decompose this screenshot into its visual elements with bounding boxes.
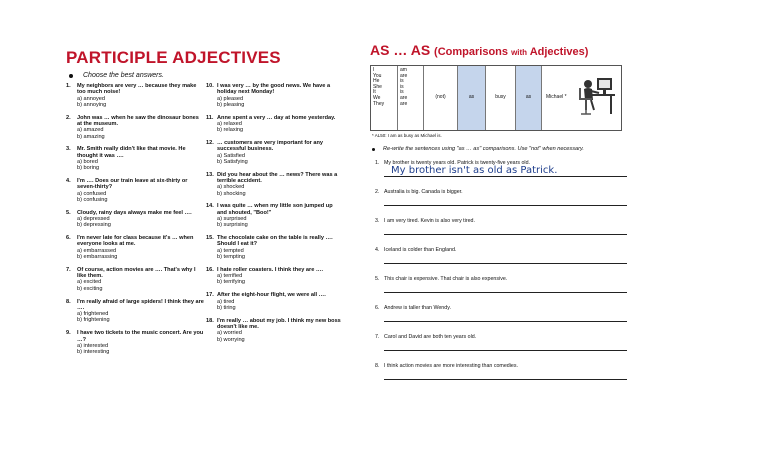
question-body xyxy=(77,146,204,171)
answer-option-b[interactable]: b) terrifying xyxy=(217,279,245,286)
participle-instruction xyxy=(69,72,342,79)
answer-option-b[interactable]: b) amazing xyxy=(77,133,105,140)
question-number: 11. xyxy=(206,114,214,121)
question-grid xyxy=(66,83,342,362)
question-item xyxy=(66,115,204,140)
question-body xyxy=(217,267,344,286)
as-cell-2-text: as xyxy=(525,94,532,101)
question-body xyxy=(217,172,344,197)
answer-line[interactable] xyxy=(384,253,627,264)
question-body xyxy=(77,235,204,260)
as-as-title-main: AS … AS xyxy=(370,42,431,58)
answer-option-a[interactable]: a) worried xyxy=(217,330,242,337)
question-item xyxy=(66,267,204,292)
exercise-number: 7. xyxy=(375,334,380,340)
verb-label: is xyxy=(400,83,404,90)
pronoun-label: He xyxy=(373,78,380,85)
answer-option-b[interactable]: b) confusing xyxy=(77,196,108,203)
as-as-title-with: with xyxy=(511,48,528,57)
answer-option-b[interactable]: b) frightening xyxy=(77,317,110,324)
answer-option-a[interactable]: a) depressed xyxy=(77,216,110,223)
question-stem: Anne spent a very … day at home yesterday. xyxy=(217,114,336,121)
not-cell-text: (not) xyxy=(435,94,446,101)
as-cell-1-text: as xyxy=(468,94,475,101)
exercise-item xyxy=(375,247,632,264)
exercise-prompt-text: I am very tired. Kevin is also very tired. xyxy=(384,218,475,224)
verb-label: are xyxy=(400,94,408,101)
question-item xyxy=(206,292,344,311)
question-number: 18. xyxy=(206,317,214,324)
exercise-item xyxy=(375,160,632,177)
answer-option-b[interactable]: b) exciting xyxy=(77,285,103,292)
answer-option-a[interactable]: a) terrified xyxy=(217,273,243,280)
question-number: 6. xyxy=(66,235,71,242)
exercise-prompt-text: This chair is expensive. That chair is also expensive. xyxy=(384,276,508,282)
answer-option-b[interactable]: b) depressing xyxy=(77,222,111,229)
question-stem: I'm …. Does our train leave at six-thirty or seven-thirty? xyxy=(77,178,188,191)
question-stem: The chocolate cake on the table is really …. Should I eat it? xyxy=(217,235,333,248)
person-at-computer-icon xyxy=(577,70,615,120)
participle-instruction-text: Choose the best answers. xyxy=(83,72,164,79)
answer-option-b[interactable]: b) annoying xyxy=(77,101,107,108)
exercise-number: 5. xyxy=(375,276,380,282)
pronoun-label: They xyxy=(373,100,385,107)
answer-line[interactable] xyxy=(384,224,627,235)
grid-note: * AL50: I am as busy as Michael is. xyxy=(372,133,442,138)
answer-line[interactable] xyxy=(384,166,627,177)
participle-worksheet xyxy=(66,48,342,362)
answer-option-a[interactable]: a) surprised xyxy=(217,216,247,223)
as-as-title-sub-1: (Comparisons xyxy=(434,46,512,58)
answer-option-a[interactable]: a) embarrassed xyxy=(77,247,117,254)
question-stem: John was … when he saw the dinosaur bones at the museum. xyxy=(77,114,199,127)
answer-option-a[interactable]: a) interested xyxy=(77,342,109,349)
exercise-number: 3. xyxy=(375,218,380,224)
question-number: 12. xyxy=(206,140,214,147)
answer-option-a[interactable]: a) tired xyxy=(217,298,235,305)
pronoun-label: We xyxy=(373,94,381,101)
answer-option-a[interactable]: a) confused xyxy=(77,190,107,197)
question-item xyxy=(206,267,344,286)
exercise-list xyxy=(370,160,632,380)
question-body xyxy=(77,299,204,324)
question-body xyxy=(77,178,204,203)
as-as-worksheet xyxy=(370,42,632,392)
exercise-number: 4. xyxy=(375,247,380,253)
exercise-prompt-text: Australia is big. Canada is bigger. xyxy=(384,189,463,195)
pronoun-column xyxy=(371,66,398,130)
answer-option-b[interactable]: b) tiring xyxy=(217,304,236,311)
question-item xyxy=(66,210,204,229)
question-stem: I'm really afraid of large spiders! I think they are …. xyxy=(77,298,204,311)
question-stem: I'm really … about my job. I think my new boss doesn't like me. xyxy=(217,317,341,330)
as-as-instruction xyxy=(372,146,632,152)
question-number: 5. xyxy=(66,209,71,216)
answer-option-b[interactable]: b) Satisfying xyxy=(217,158,248,165)
question-stem: I hate roller coasters. I think they are …. xyxy=(217,266,324,273)
question-item xyxy=(66,178,204,203)
question-number: 1. xyxy=(66,83,71,89)
question-stem: Cloudy, rainy days always make me feel …. xyxy=(77,209,192,216)
pronoun-label: I xyxy=(373,67,375,73)
as-as-title-sub-2: Adjectives) xyxy=(527,46,589,58)
question-column-1 xyxy=(66,83,204,362)
question-number: 7. xyxy=(66,266,71,273)
exercise-item xyxy=(375,334,632,351)
question-item xyxy=(66,83,204,108)
answer-option-b[interactable]: b) relaxing xyxy=(217,127,244,134)
pronoun-label: You xyxy=(373,72,382,79)
question-body xyxy=(77,115,204,140)
question-body xyxy=(77,330,204,355)
answer-option-b[interactable]: b) embarrassing xyxy=(77,254,118,261)
answer-option-a[interactable]: a) amazed xyxy=(77,127,104,134)
exercise-item xyxy=(375,218,632,235)
bullet-icon xyxy=(69,74,73,78)
not-cell xyxy=(424,66,458,130)
pronoun-label: It xyxy=(373,89,376,96)
question-stem: I was quite … when my little son jumped up and shouted, "Boo!" xyxy=(217,203,333,216)
as-as-title xyxy=(370,42,632,58)
question-body xyxy=(77,267,204,292)
question-body xyxy=(217,292,344,311)
question-number: 15. xyxy=(206,235,214,242)
answer-line[interactable] xyxy=(384,311,627,322)
question-item xyxy=(206,318,344,343)
question-stem: … customers are very important for any successful business. xyxy=(217,140,324,153)
participle-title: PARTICIPLE ADJECTIVES xyxy=(66,48,281,67)
adjective-cell xyxy=(486,66,516,130)
question-stem: I'm never late for class because it's … when everyone looks at me. xyxy=(77,235,194,248)
question-stem: Of course, action movies are …. That's why I like them. xyxy=(77,266,196,280)
question-item xyxy=(206,172,344,197)
question-stem: Mr. Smith really didn't like that movie. He thought it was …. xyxy=(77,146,186,159)
verb-column xyxy=(398,66,424,130)
exercise-number: 8. xyxy=(375,363,380,369)
bullet-icon xyxy=(372,148,375,151)
answer-option-b[interactable]: b) surprising xyxy=(217,222,248,229)
question-body xyxy=(217,203,344,228)
question-number: 10. xyxy=(206,83,214,89)
exercise-item xyxy=(375,276,632,293)
question-body xyxy=(217,235,344,260)
answer-option-b[interactable]: b) shocking xyxy=(217,190,246,197)
question-stem: I was very … by the good news. We have a holiday next Monday! xyxy=(217,83,331,96)
question-number: 16. xyxy=(206,266,214,273)
question-item xyxy=(66,235,204,260)
question-number: 17. xyxy=(206,292,214,299)
answer-line[interactable] xyxy=(384,282,627,293)
question-number: 14. xyxy=(206,203,214,210)
question-body xyxy=(217,318,344,343)
answer-option-a[interactable]: a) bored xyxy=(77,158,98,165)
answer-option-a[interactable]: a) annoyed xyxy=(77,95,105,102)
question-number: 2. xyxy=(66,114,71,121)
question-item xyxy=(206,115,344,134)
handwritten-answer: My brother isn't as old as Patrick. xyxy=(391,165,558,176)
question-item xyxy=(66,330,204,355)
question-item xyxy=(206,140,344,165)
question-item xyxy=(206,235,344,260)
question-body xyxy=(77,210,204,229)
question-stem: I have two tickets to the music concert. Are you …? xyxy=(77,330,204,343)
answer-line[interactable] xyxy=(384,195,627,206)
exercise-item xyxy=(375,305,632,322)
question-stem: My neighbors are very … because they make too much noise! xyxy=(77,83,197,96)
exercise-number: 1. xyxy=(375,160,380,166)
comparison-cell xyxy=(542,66,621,130)
verb-label: is xyxy=(400,89,404,96)
exercise-prompt-text: Carol and David are both ten years old. xyxy=(384,334,477,340)
exercise-item xyxy=(375,189,632,206)
question-number: 8. xyxy=(66,298,71,305)
answer-option-a[interactable]: a) Satisfied xyxy=(217,152,245,159)
question-item xyxy=(66,146,204,171)
question-body xyxy=(217,115,344,134)
exercise-number: 6. xyxy=(375,305,380,311)
answer-line[interactable] xyxy=(384,369,627,380)
exercise-number: 2. xyxy=(375,189,380,195)
question-item xyxy=(66,299,204,324)
question-number: 4. xyxy=(66,178,71,185)
exercise-prompt-text: My brother is twenty years old. Patrick is twenty-five years old. xyxy=(384,160,531,166)
exercise-prompt-text: Andrew is taller than Wendy. xyxy=(384,305,451,311)
exercise-prompt-text: I think action movies are more interesting than comedies. xyxy=(384,363,518,369)
question-number: 9. xyxy=(66,330,71,337)
answer-line[interactable] xyxy=(384,340,627,351)
question-number: 3. xyxy=(66,146,71,153)
answer-option-a[interactable]: a) relaxed xyxy=(217,120,242,127)
answer-option-a[interactable]: a) frightened xyxy=(77,311,109,318)
verb-label: are xyxy=(400,72,408,79)
verb-label: am xyxy=(400,67,407,73)
question-item xyxy=(206,203,344,228)
answer-option-a[interactable]: a) tempted xyxy=(217,247,244,254)
pronoun-label: She xyxy=(373,83,382,90)
question-item xyxy=(206,83,344,108)
as-cell-1 xyxy=(458,66,486,130)
as-cell-2 xyxy=(516,66,542,130)
answer-option-b[interactable]: b) worrying xyxy=(217,336,245,343)
answer-option-b[interactable]: b) pleasing xyxy=(217,101,245,108)
answer-option-b[interactable]: b) boring xyxy=(77,165,100,172)
question-number: 13. xyxy=(206,171,214,178)
question-stem: After the eight-hour flight, we were all …. xyxy=(217,292,326,299)
question-column-2 xyxy=(206,83,344,362)
question-body xyxy=(217,83,344,108)
comparison-cell-text: Michael * xyxy=(546,94,567,101)
question-stem: Did you hear about the … news? There was a terrible accident. xyxy=(217,171,338,185)
as-as-grammar-grid xyxy=(370,65,622,131)
answer-option-a[interactable]: a) shocked xyxy=(217,184,245,191)
verb-label: is xyxy=(400,78,404,85)
answer-option-a[interactable]: a) excited xyxy=(77,279,102,286)
exercise-prompt-text: Iceland is colder than England. xyxy=(384,247,457,253)
verb-label: are xyxy=(400,100,408,107)
as-as-instruction-text: Re-write the sentences using "as … as" comparisons. Use "not" when necessary. xyxy=(383,146,584,152)
question-body xyxy=(217,140,344,165)
answer-option-b[interactable]: b) interesting xyxy=(77,349,110,356)
answer-option-b[interactable]: b) tempting xyxy=(217,254,245,261)
exercise-item xyxy=(375,363,632,380)
answer-option-a[interactable]: a) pleased xyxy=(217,95,244,102)
question-body xyxy=(77,83,204,108)
adjective-cell-text: busy xyxy=(495,94,506,101)
